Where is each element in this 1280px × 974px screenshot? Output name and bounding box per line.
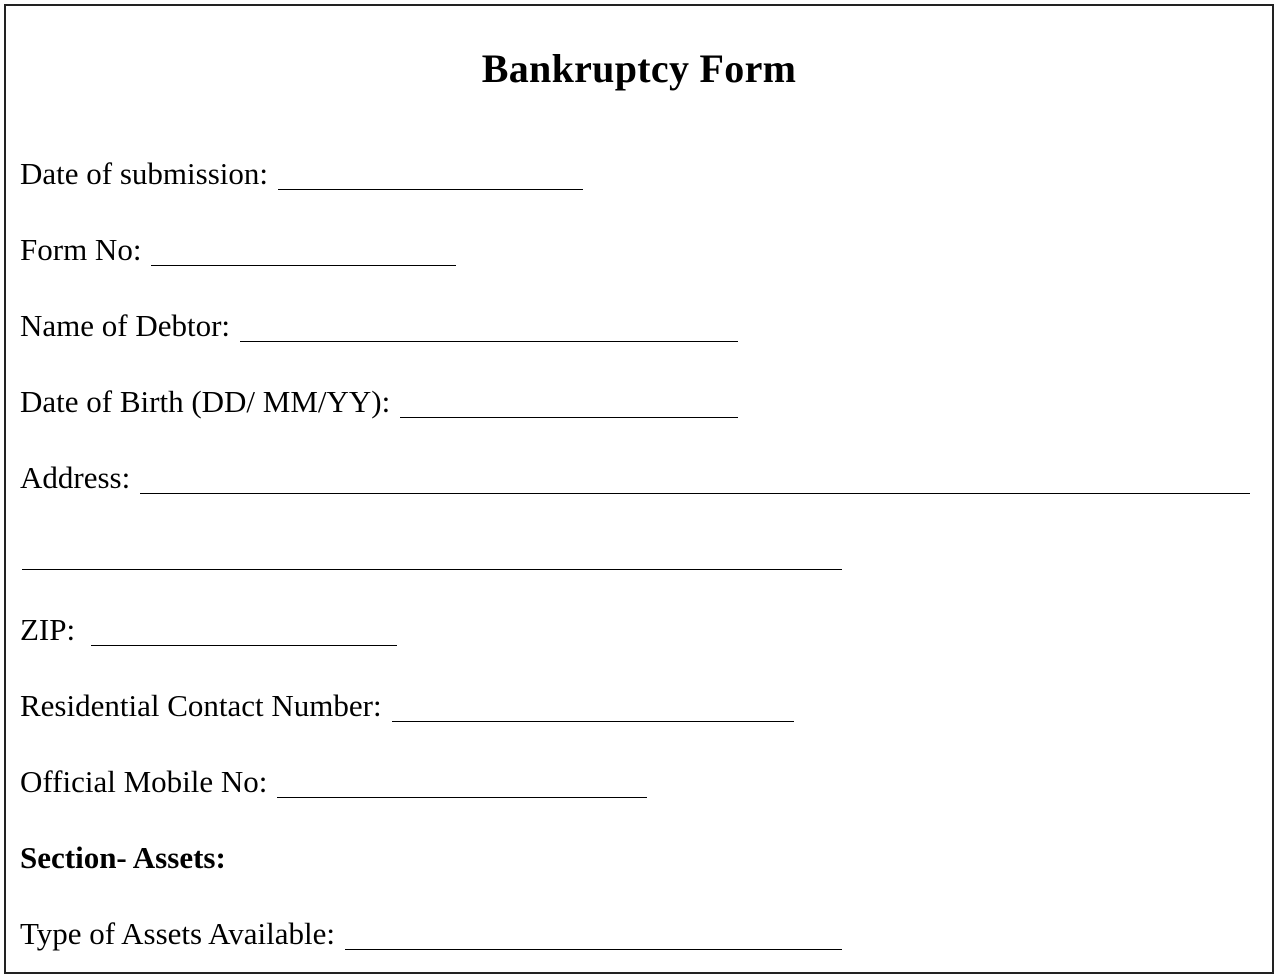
date-of-submission-field[interactable]	[278, 163, 583, 190]
address-row	[20, 460, 1250, 496]
date-of-submission-label: Date of submission:	[20, 156, 268, 191]
form-no-row	[20, 232, 456, 268]
name-of-debtor-field[interactable]	[240, 315, 738, 342]
zip-label: ZIP:	[20, 612, 76, 647]
type-of-assets-field[interactable]	[345, 923, 842, 950]
date-of-birth-field[interactable]	[400, 391, 738, 418]
form-title: Bankruptcy Form	[481, 46, 797, 91]
official-mobile-field[interactable]	[277, 771, 647, 798]
address-field-line-2[interactable]	[22, 569, 842, 570]
date-of-birth-label: Date of Birth (DD/ MM/YY):	[20, 384, 391, 419]
section-assets-heading	[20, 840, 226, 876]
name-of-debtor-label: Name of Debtor:	[20, 308, 231, 343]
type-of-assets-label: Type of Assets Available:	[20, 916, 335, 951]
date-of-submission-row	[20, 156, 583, 192]
official-mobile-label: Official Mobile No:	[20, 764, 268, 799]
official-mobile-row	[20, 764, 647, 800]
form-page	[4, 4, 1274, 974]
zip-row	[20, 612, 397, 648]
residential-contact-row	[20, 688, 794, 724]
section-assets-label: Section- Assets:	[20, 840, 226, 875]
form-no-label: Form No:	[20, 232, 142, 267]
address-field-line-1[interactable]	[140, 467, 1250, 494]
zip-field[interactable]	[91, 619, 397, 646]
form-no-field[interactable]	[151, 239, 456, 266]
residential-contact-field[interactable]	[392, 695, 794, 722]
address-label: Address:	[20, 460, 131, 495]
name-of-debtor-row	[20, 308, 738, 344]
residential-contact-label: Residential Contact Number:	[20, 688, 382, 723]
type-of-assets-row	[20, 916, 842, 952]
date-of-birth-row	[20, 384, 738, 420]
